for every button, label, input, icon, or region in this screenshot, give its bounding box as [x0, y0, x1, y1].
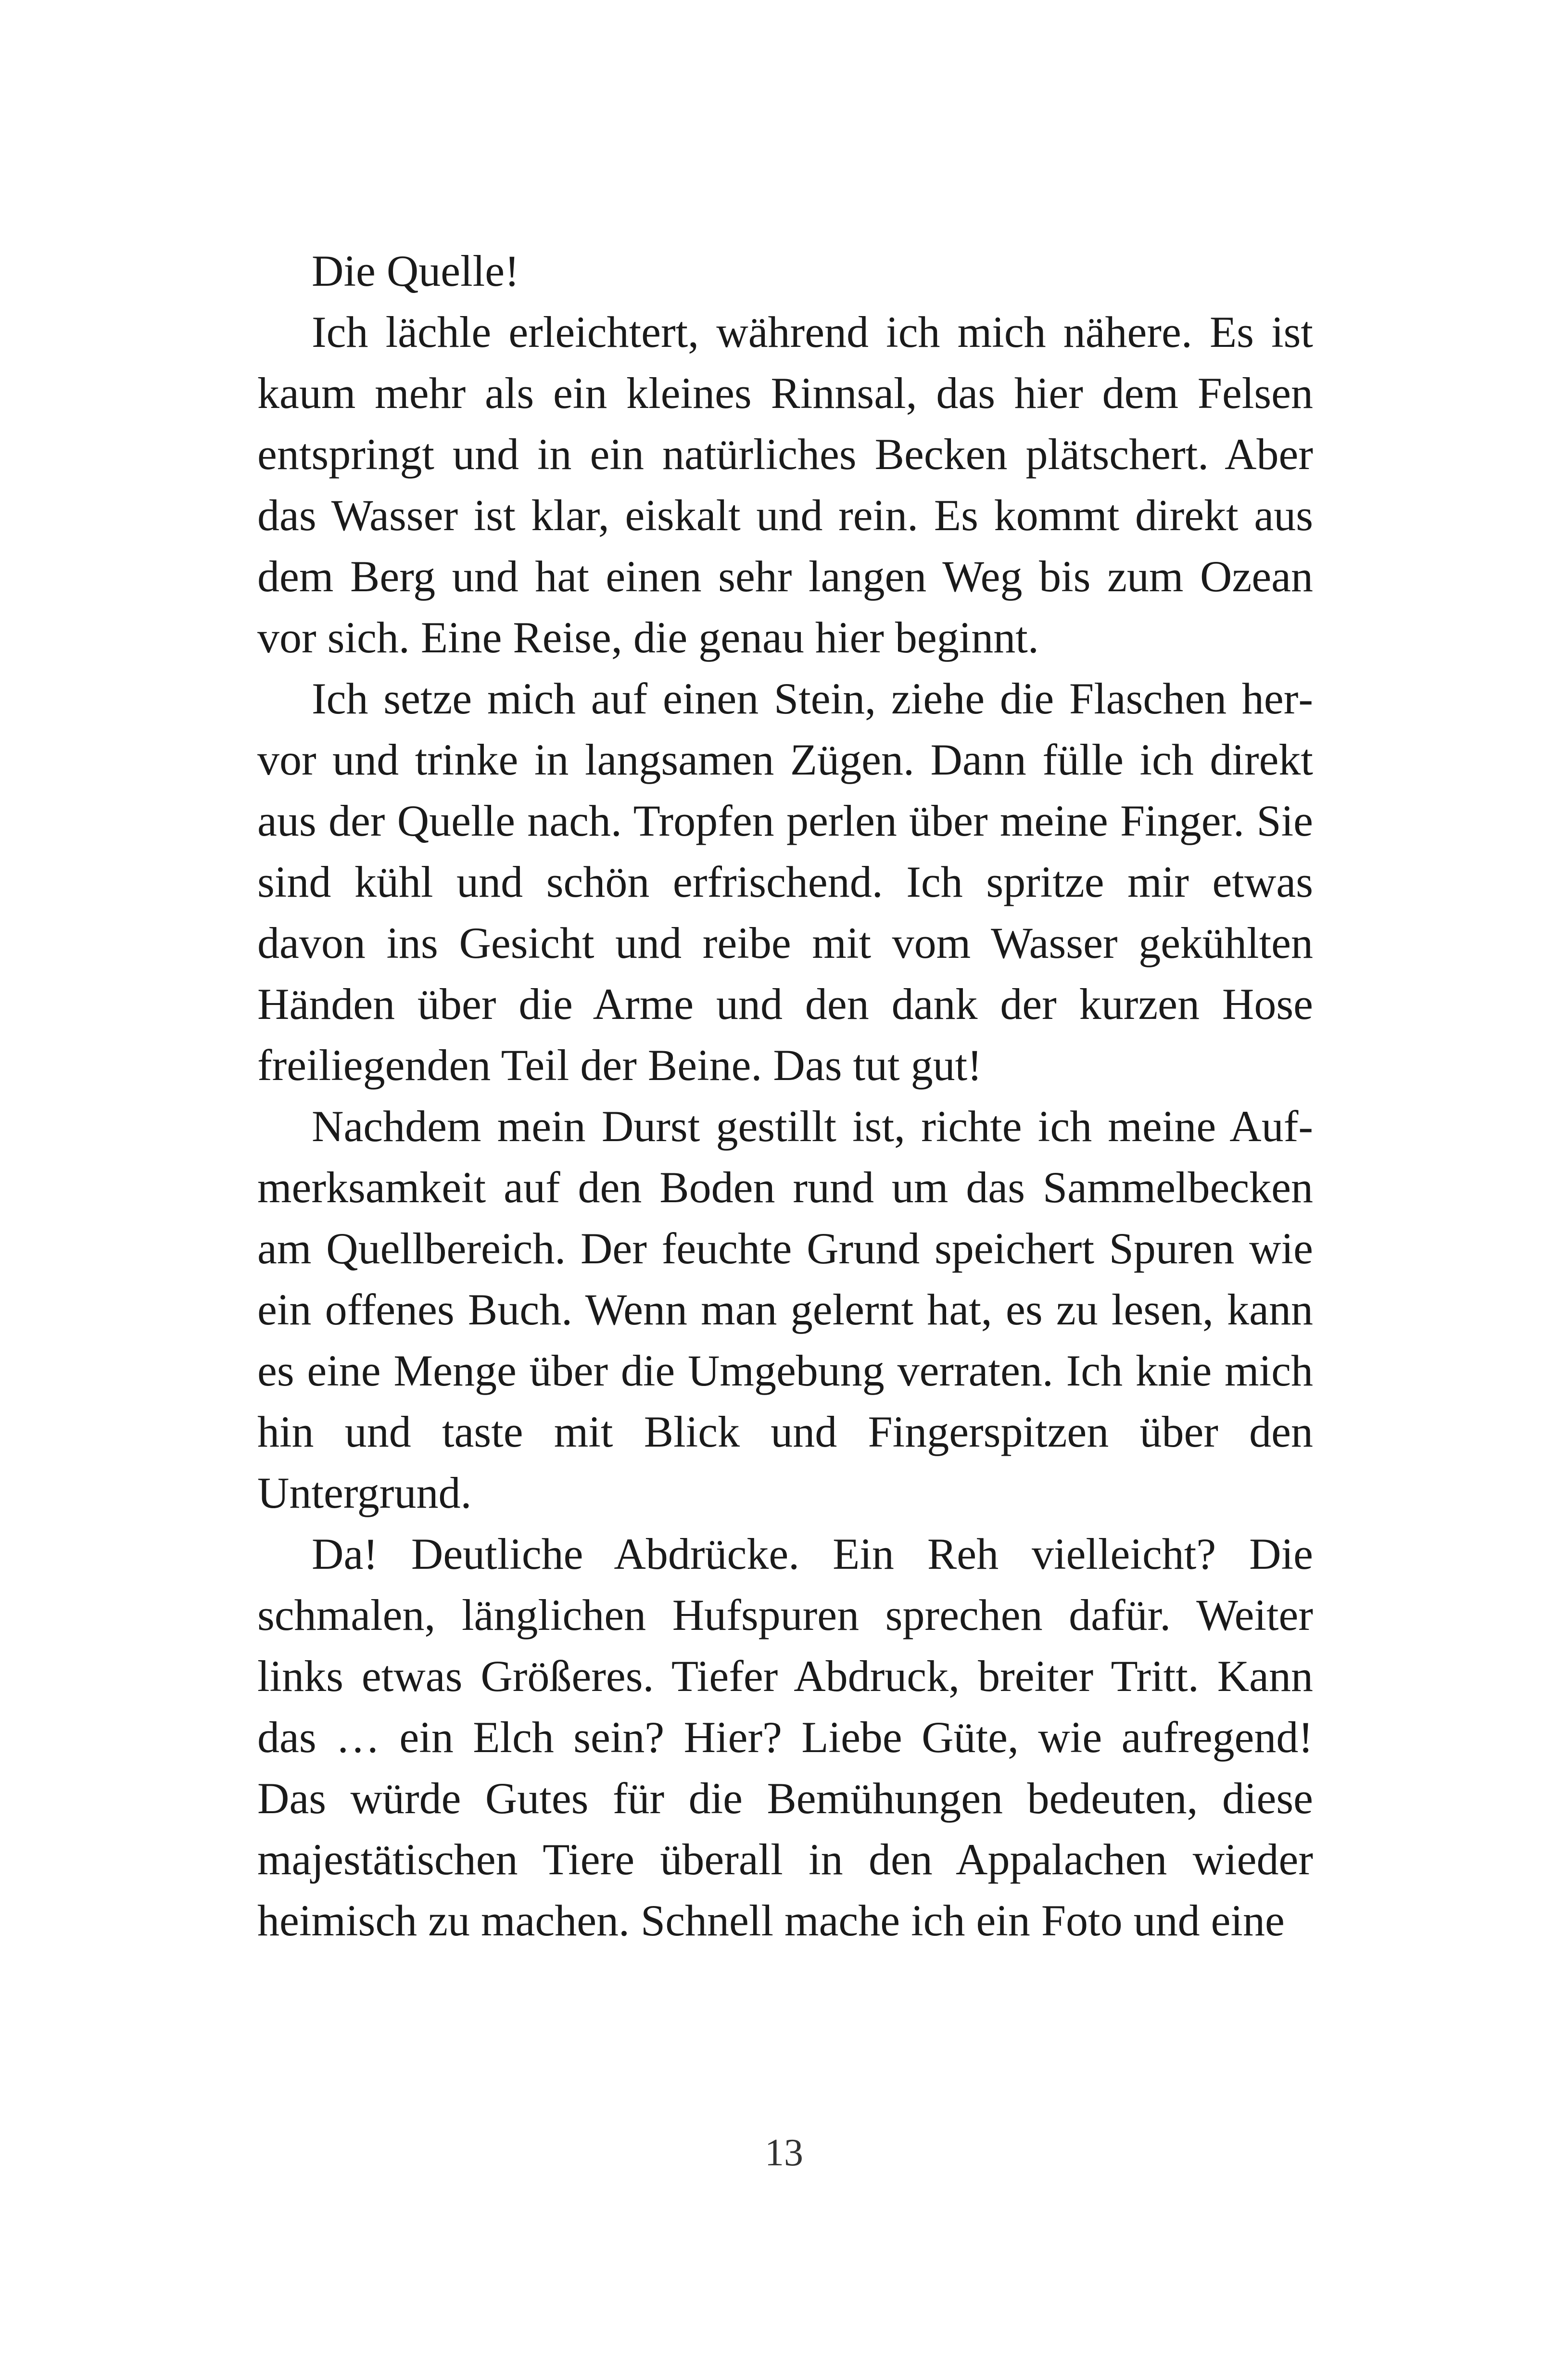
paragraph-5: Da! Deutliche Abdrücke. Ein Reh vielleicht? Die schmalen, länglichen Hufspuren sprechen dafür. Weiter links etwas Größeres. Tiefer Abdruck, breiter Tritt. Kann das … ein Elch sein? Hier? Liebe Güte, wie aufregend! Das würde Gutes für die Bemühungen bedeuten, diese majestätischen Tiere überall in den Appalachen wieder heimisch zu machen. Schnell mache ich ein Foto und eine — [257, 1529, 1313, 1945]
paragraph-4: Nachdem mein Durst gestillt ist, richte ich meine Aufmerksamkeit auf den Boden rund um das Sammelbecken am Quellbereich. Der feuchte Grund speichert Spuren wie ein offenes Buch. Wenn man gelernt hat, es zu lesen, kann es eine Menge über die Umgebung verraten. Ich knie mich hin und taste mit Blick und Fingerspitzen über den Untergrund. — [257, 1102, 1313, 1517]
paragraph-3: Ich setze mich auf einen Stein, ziehe die Flaschen hervor und trinke in langsamen Zügen. Dann fülle ich direkt aus der Quelle nach. Tropfen perlen über meine Finger. Sie sind kühl und schön erfrischend. Ich spritze mir etwas davon ins Gesicht und reibe mit vom Wasser gekühlten Händen über die Arme und den dank der kurzen Hose freiliegenden Teil der Beine. Das tut gut! — [257, 674, 1313, 1090]
page-number: 13 — [765, 2132, 803, 2174]
body-text — [257, 241, 1313, 1951]
paragraph-2: Ich lächle erleichtert, während ich mich nähere. Es ist kaum mehr als ein kleines Rinnsal, das hier dem Felsen entspringt und in ein natürliches Becken plätschert. Aber das Wasser ist klar, eiskalt und rein. Es kommt direkt aus dem Berg und hat einen sehr langen Weg bis zum Ozean vor sich. Eine Reise, die genau hier beginnt. — [257, 307, 1313, 662]
paragraph-1: Die Quelle! — [312, 246, 519, 295]
